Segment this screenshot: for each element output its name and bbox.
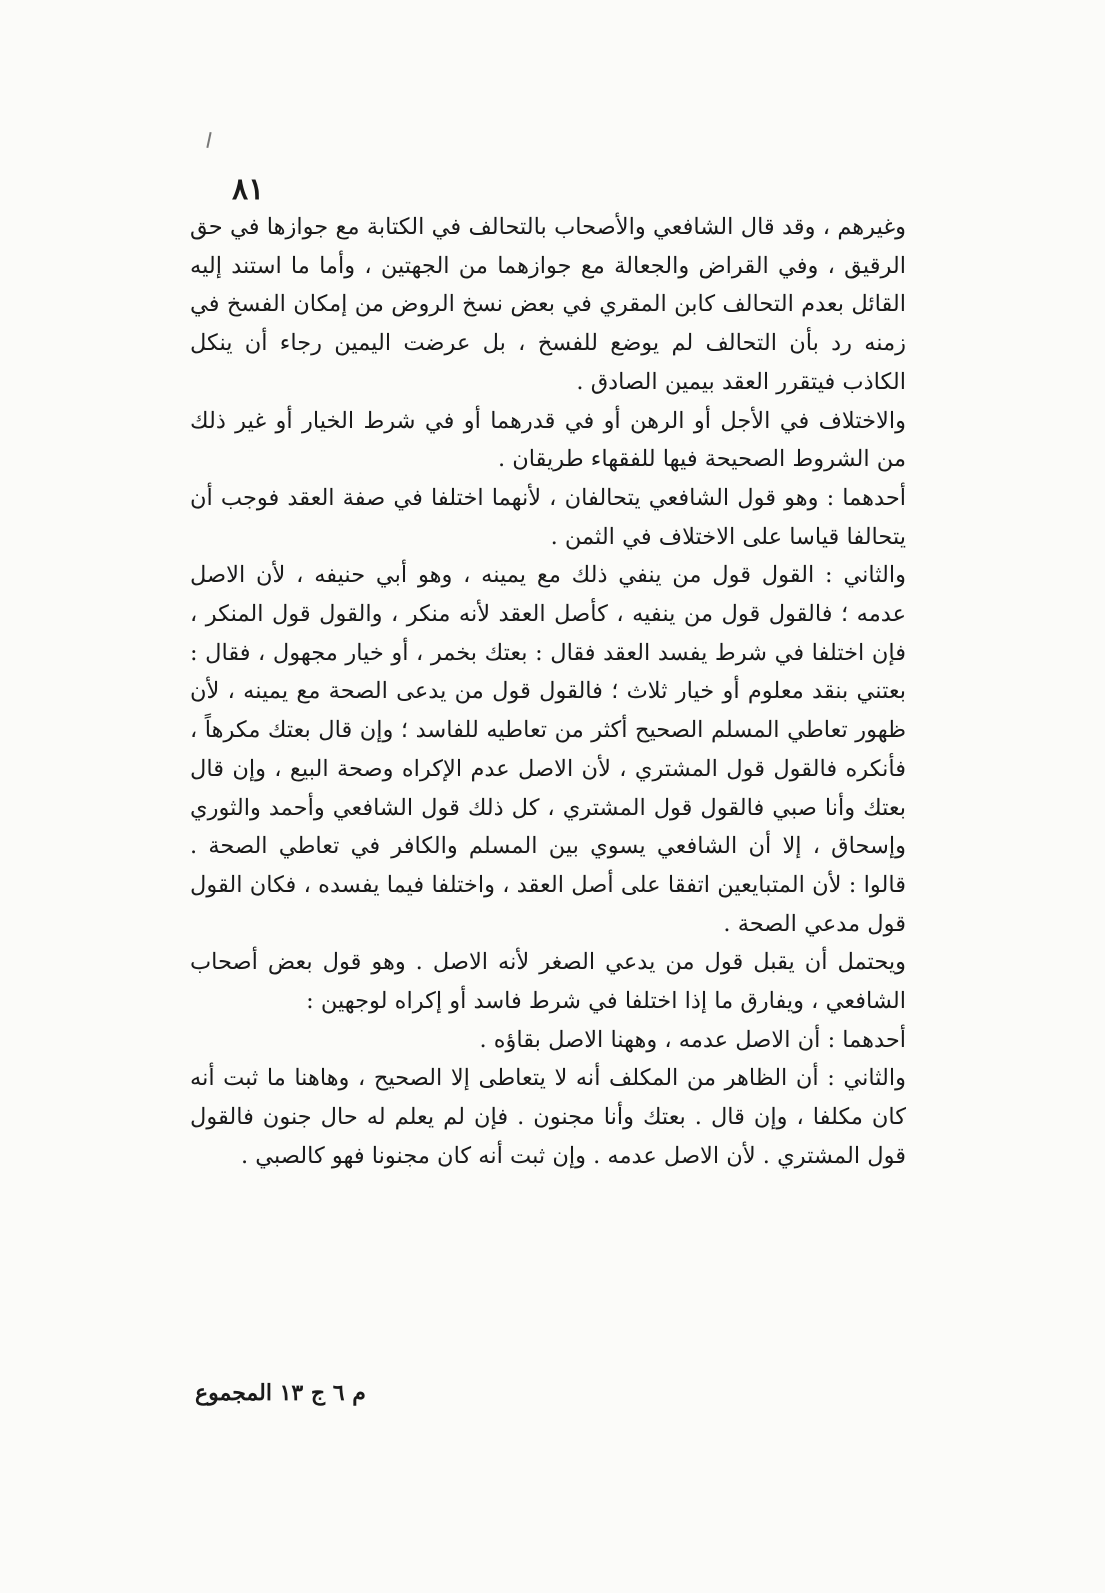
page-number: ٨١ — [232, 172, 265, 207]
paragraph: ويحتمل أن يقبل قول من يدعي الصغر لأنه الاصل . وهو قول بعض أصحاب الشافعي ، ويفارق ما إذا اختلفا في شرط فاسد أو إكراه لوجهين : — [190, 949, 906, 1015]
paragraph: أحدهما : وهو قول الشافعي يتحالفان ، لأنهما اختلفا في صفة العقد فوجب أن يتحالفا قياسا على الاختلاف في الثمن . — [190, 484, 906, 550]
paragraph: أحدهما : أن الاصل عدمه ، وههنا الاصل بقاؤه . — [479, 1026, 906, 1053]
paragraph: والثاني : أن الظاهر من المكلف أنه لا يتعاطى إلا الصحيح ، وهاهنا ما ثبت أنه كان مكلفا ، وإن قال . بعتك وأنا مجنون . فإن لم يعلم له حال جنون فالقول قول المشتري . لأن الاصل عدمه . وإن ثبت أنه كان مجنونا فهو كالصبي . — [190, 1065, 906, 1169]
paragraph: وغيرهم ، وقد قال الشافعي والأصحاب بالتحالف في الكتابة مع جوازها في حق الرقيق ، وفي القراض والجعالة مع جوازهما من الجهتين ، وأما ما استند إليه القائل بعدم التحالف كابن المقري في بعض نسخ الروض من إمكان الفسخ في زمنه رد بأن التحالف لم يوضع للفسخ ، بل عرضت اليمين رجاء أن ينكل الكاذب فيتقرر العقد بيمين الصادق . — [190, 214, 906, 395]
scan-mark — [206, 132, 211, 148]
paragraph: والثاني : القول قول من ينفي ذلك مع يمينه ، وهو أبي حنيفه ، لأن الاصل عدمه ؛ فالقول قول من ينفيه ، كأصل العقد لأنه منكر ، والقول قول المنكر ، فإن اختلفا في شرط يفسد العقد فقال : بعتك بخمر ، أو خيار مجهول ، فقال : بعتني بنقد معلوم أو خيار ثلاث ؛ فالقول قول من يدعى الصحة مع يمينه ، لأن ظهور تعاطي المسلم الصحيح أكثر من تعاطيه للفاسد ؛ وإن قال بعتك مكرهاً ، فأنكره فالقول قول المشتري ، لأن الاصل عدم الإكراه وصحة البيع ، وإن قال بعتك وأنا صبي فالقول قول المشتري ، كل ذلك قول الشافعي وأحمد والثوري وإسحاق ، إلا أن الشافعي يسوي بين المسلم والكافر في تعاطي الصحة . قالوا : لأن المتبايعين اتفقا على أصل العقد ، واختلفا فيما يفسده ، فكان القول قول مدعي الصحة . — [190, 562, 906, 937]
signature-footer: م ٦ ج ١٣ المجموع — [195, 1380, 366, 1406]
paragraph: والاختلاف في الأجل أو الرهن أو في قدرهما أو في شرط الخيار أو غير ذلك من الشروط الصحيحة فيها للفقهاء طريقان . — [190, 407, 906, 473]
body-text — [190, 208, 906, 1176]
